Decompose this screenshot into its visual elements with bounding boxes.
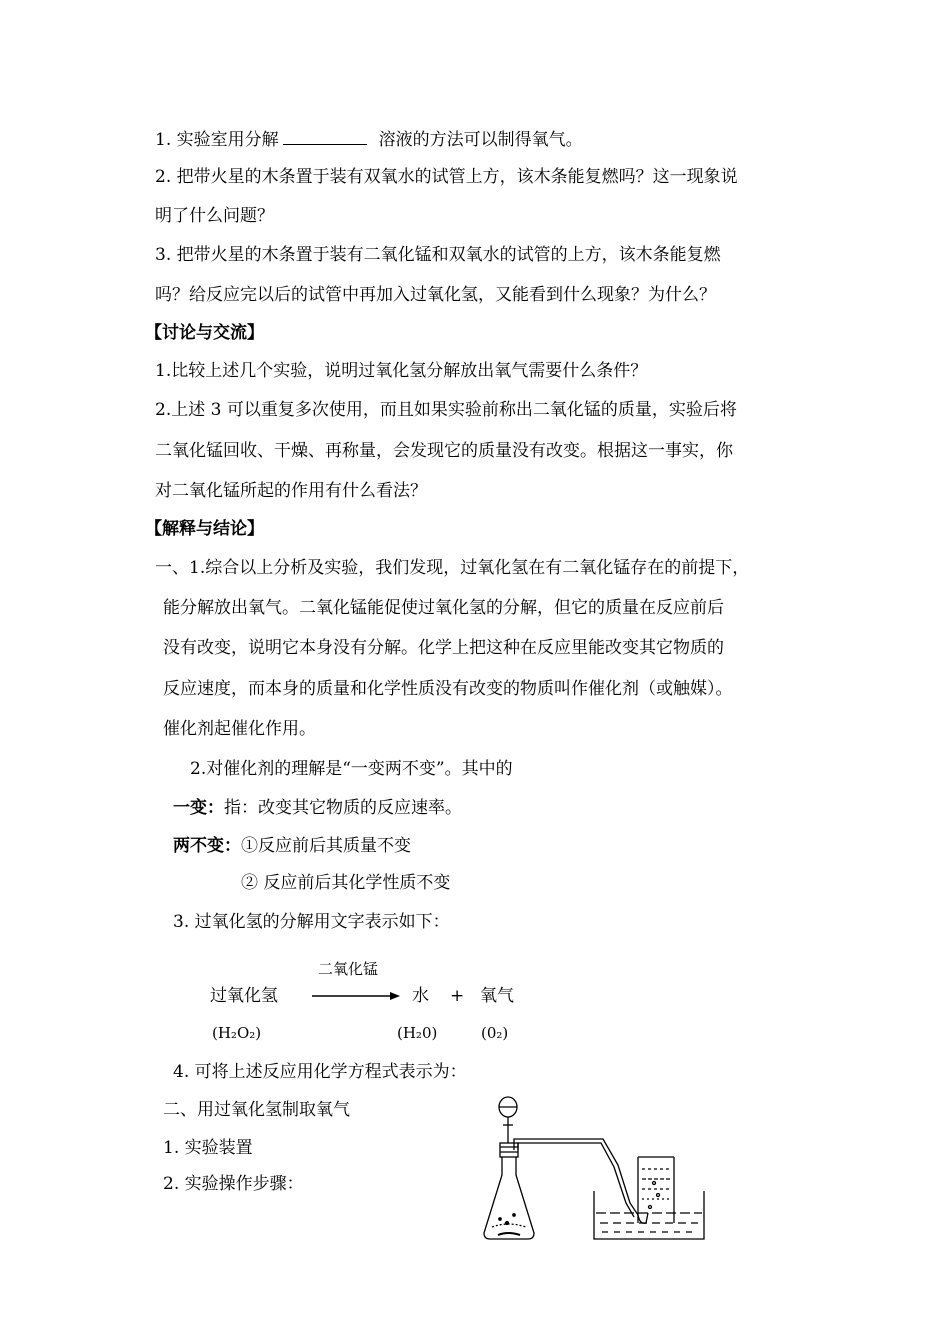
discussion-item-2-line1: 2.上述 3 可以重复多次使用，而且如果实验前称出二氧化锰的质量，实验后将 [155, 400, 737, 420]
part2-item-1: 1. 实验装置 [163, 1138, 253, 1158]
q1 [155, 128, 583, 151]
q2-line2: 明了什么问题？ [155, 206, 274, 226]
discussion-heading: 【讨论与交流】 [145, 323, 264, 343]
discussion-item-2-line2: 二氧化锰回收、干燥、再称量，会发现它的质量没有改变。根据这一事实，你 [155, 441, 733, 461]
liangbubian-row [173, 835, 411, 857]
reaction-arrow [312, 989, 402, 1003]
conclusion-p1-line5: 催化剂起催化作用。 [163, 719, 316, 739]
part2-heading: 二、用过氧化氢制取氧气 [163, 1100, 350, 1120]
yibian-label: 一变： [173, 798, 224, 818]
q2-line1: 2. 把带火星的木条置于装有双氧水的试管上方，该木条能复燃吗？这一现象说 [155, 167, 738, 187]
discussion-item-1: 1.比较上述几个实验，说明过氧化氢分解放出氧气需要什么条件？ [155, 361, 648, 381]
conical-flask [484, 1157, 534, 1239]
formula-h2o: (H₂0) [397, 1024, 438, 1042]
oxygen-apparatus-illustration [478, 1095, 708, 1243]
equation-catalyst: 二氧化锰 [318, 960, 379, 978]
p4: 4. 可将上述反应用化学方程式表示为： [173, 1062, 467, 1082]
equation-product-oxygen: 氧气 [480, 986, 514, 1006]
delivery-tube [514, 1139, 638, 1215]
liangbubian-text-2: ② 反应前后其化学性质不变 [241, 873, 451, 893]
discussion-item-2-line3: 对二氧化锰所起的作用有什么看法？ [155, 481, 427, 501]
conclusion-p3: 3. 过氧化氢的分解用文字表示如下： [173, 912, 450, 932]
yibian-text: 指：改变其它物质的反应速率。 [224, 798, 462, 818]
formula-o2: (0₂) [481, 1024, 509, 1042]
yibian-row [173, 797, 462, 819]
q1-suffix: 溶液的方法可以制得氧气。 [378, 130, 583, 150]
q3-line2: 吗？给反应完以后的试管中再加入过氧化氢，又能看到什么现象？为什么？ [155, 285, 716, 305]
conclusion-p1-line2: 能分解放出氧气。二氧化锰能促使过氧化氢的分解，但它的质量在反应前后 [163, 598, 724, 618]
stopper [500, 1143, 518, 1157]
conclusion-p1-line4: 反应速度，而本身的质量和化学性质没有改变的物质叫作催化剂（或触媒）。 [163, 679, 733, 699]
part2-item-2: 2. 实验操作步骤： [163, 1174, 304, 1194]
answer-blank[interactable] [283, 128, 367, 145]
conclusion-p2: 2.对催化剂的理解是“一变两不变”。其中的 [190, 759, 513, 779]
equation-plus: + [450, 986, 465, 1006]
q1-prefix: 1. 实验室用分解 [155, 130, 279, 150]
liangbubian-text-1: ①反应前后其质量不变 [241, 836, 411, 856]
conclusion-p1-line1: 一、1.综合以上分析及实验，我们发现，过氧化氢在有二氧化锰存在的前提下， [155, 558, 750, 578]
equation-reactant: 过氧化氢 [210, 986, 278, 1006]
q3-line1: 3. 把带火星的木条置于装有二氧化锰和双氧水的试管的上方，该木条能复燃 [155, 245, 721, 265]
equation-product-water: 水 [412, 986, 429, 1006]
liangbubian-label: 两不变： [173, 836, 241, 856]
conclusion-p1-line3: 没有改变，说明它本身没有分解。化学上把这种在反应里能改变其它物质的 [163, 638, 724, 658]
conclusion-heading: 【解释与结论】 [145, 519, 264, 539]
formula-h2o2: (H₂O₂) [212, 1024, 262, 1042]
